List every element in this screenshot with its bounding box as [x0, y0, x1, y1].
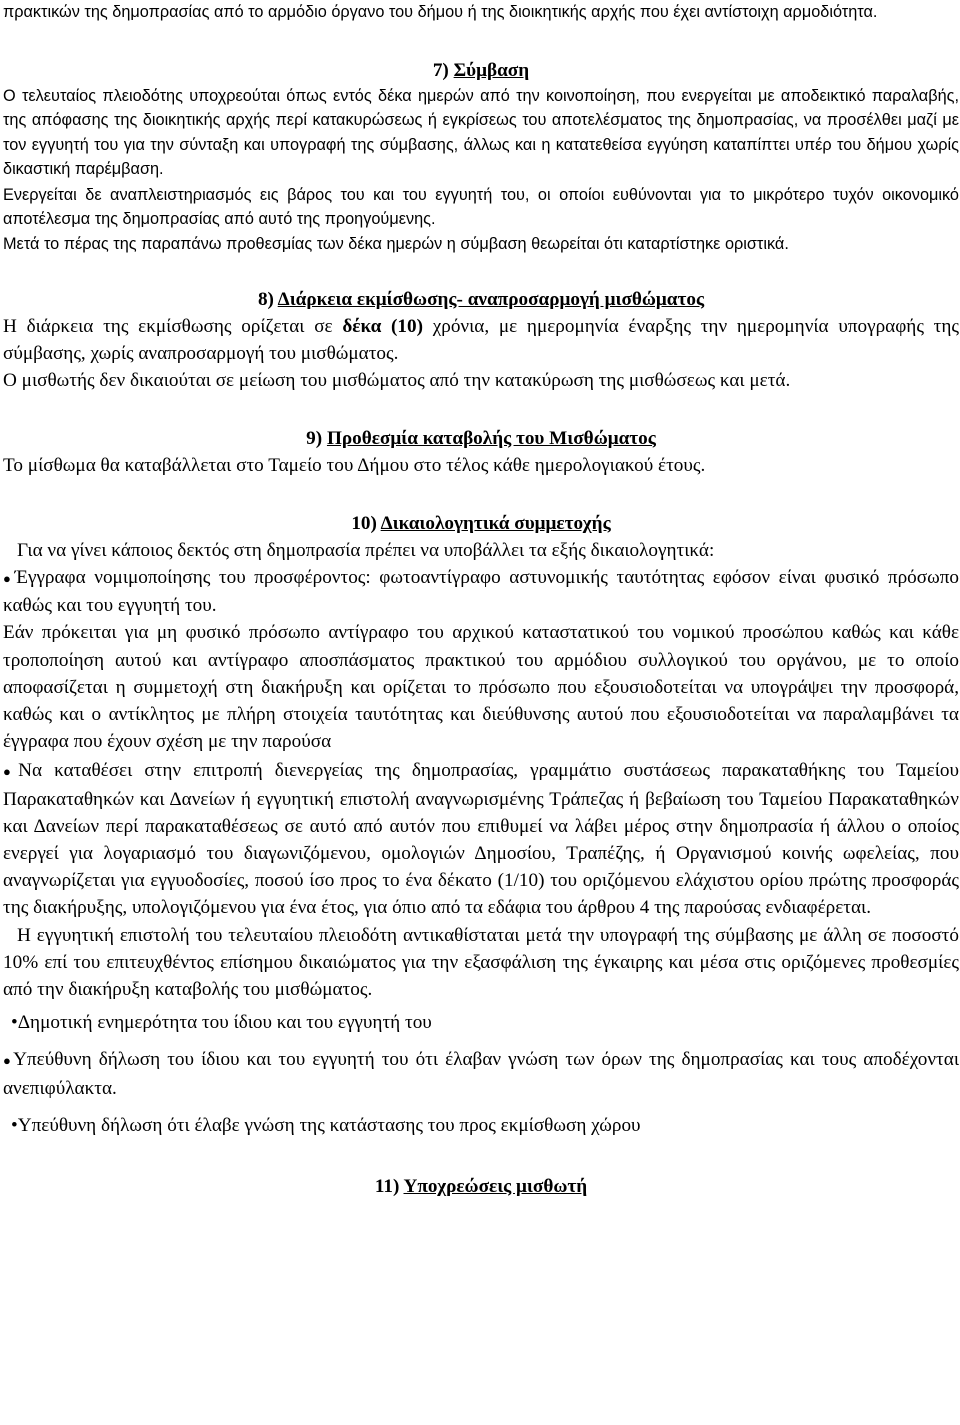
bullet-3-text: Δημοτική ενημερότητα του ίδιου και του εγγυητή του: [17, 1012, 432, 1034]
section-7-heading: [3, 57, 959, 84]
section-8-p1-start: Η διάρκεια της εκμίσθωσης ορίζεται σε: [3, 316, 343, 337]
section-10-bullet-2: [3, 757, 959, 921]
section-10-bullet-4: [3, 1046, 959, 1101]
bullet-icon: ●: [3, 764, 19, 780]
section-11-title: Υποχρεώσεις μισθωτή: [403, 1176, 588, 1198]
bullet-icon: ●: [3, 571, 15, 587]
intro-paragraph: πρακτικών της δημοπρασίας από το αρμόδιο όργανο του δήμου ή της διοικητικής αρχής που έχει αντίστοιχη αρμοδιότητα.: [3, 3, 878, 21]
section-7-paragraph-1: Ο τελευταίος πλειοδότης υποχρεούται όπως εντός δέκα ημερών από την κοινοποίηση, που ενεργείται με αποδεικτικό παραλαβής, της απόφασης της διοικητικής αρχής περί κατακυρώσεως ή εγκρίσεως του αποτελέσματος της δημοπρασίας, να προσέλθει μαζί με τον εγγυητή του για την σύνταξη και υπογραφή της σύμβασης, άλλως και η κατατεθείσα εγγύηση καταπίπτει υπέρ του δήμου χωρίς δικαστική παρέμβαση.: [3, 86, 959, 178]
section-10-bullet-1: [3, 564, 959, 619]
section-10-title: Δικαιολογητικά συμμετοχής: [380, 512, 611, 534]
section-8-number: 8): [257, 289, 274, 310]
bullet-4-text: Υπεύθυνη δήλωση του ίδιου και του εγγυητή του ότι έλαβαν γνώση των όρων της δημοπρασίας και τους αποδέχονται ανεπιφύλακτα.: [3, 1049, 959, 1099]
section-10-paragraph-2: Εάν πρόκειται για μη φυσικό πρόσωπο αντίγραφο του αρχικού καταστατικού του νομικού προσώπου καθώς και κάθε τροποποίηση αυτού και αντίγραφο αποσπάσματος πρακτικού του αρμόδιου συλλογικού του οργάνου, με το οποίο αποφασίζεται η συμμετοχή στη διακήρυξη και ορίζεται το πρόσωπο που εξουσιοδοτείται να υπογράψει την προσφορά, καθώς και ο αντίκλητος με πλήρη στοιχεία ταυτότητας και διεύθυνσης αυτού που εξουσιοδοτείται να παραλαμβάνει τα έγγραφα που έχουν σχέση με την παρούσα: [3, 622, 959, 753]
section-7-paragraph-2: Ενεργείται δε αναπλειστηριασμός εις βάρος του και του εγγυητή του, οι οποίοι ευθύνονται για το μικρότερο τυχόν οικονομικό αποτέλεσμα της δημοπρασίας από αυτό της προηγούμενης.: [3, 185, 959, 228]
section-10-paragraph-3: Η εγγυητική επιστολή του τελευταίου πλειοδότη αντικαθίσταται μετά την υπογραφή της σύμβασης με άλλη σε ποσοστό 10% επί του επιτευχθέντος επίσημου δικαιώματος για την εξασφάλιση της έγκαιρης και μέσα στις οριζόμενες προθεσμίες από την διακήρυξη καταβολής του μισθώματος.: [3, 924, 959, 1001]
section-9-heading: [3, 425, 959, 452]
section-11-heading: [3, 1173, 959, 1200]
section-8-title: Διάρκεια εκμίσθωσης- αναπροσαρμογή μισθώματος: [277, 289, 705, 310]
bullet-icon: •: [11, 1012, 18, 1034]
section-10-heading: [3, 510, 959, 537]
section-7-paragraph-3: Μετά το πέρας της παραπάνω προθεσμίας των δέκα ημερών η σύμβαση θεωρείται ότι καταρτίστηκε οριστικά.: [3, 234, 789, 253]
section-10-paragraph-1: Για να γίνει κάποιος δεκτός στη δημοπρασία πρέπει να υποβάλλει τα εξής δικαιολογητικά:: [17, 539, 715, 561]
bullet-1-text: Έγγραφα νομιμοποίησης του προσφέροντος: φωτοαντίγραφο αστυνομικής ταυτότητας εφόσον είναι φυσικό πρόσωπο καθώς και του εγγυητή του.: [3, 567, 960, 617]
bullet-icon: ●: [3, 1053, 14, 1069]
section-8-p1-end: χρόνια, με ημερομηνία έναρξης την ημερομηνία υπογραφής της σύμβασης, χωρίς αναπροσαρμογή του μισθώματος.: [3, 316, 960, 365]
section-10-bullet-3: [3, 1009, 959, 1036]
bullet-icon: •: [11, 1114, 18, 1136]
bullet-5-text: Υπεύθυνη δήλωση ότι έλαβε γνώση της κατάστασης του προς εκμίσθωση χώρου: [17, 1114, 641, 1136]
section-8-paragraph-1: [3, 313, 959, 367]
section-10-bullet-5: [3, 1112, 959, 1139]
section-11-number: 11): [374, 1176, 400, 1198]
section-8-paragraph-2: Ο μισθωτής δεν δικαιούται σε μείωση του μισθώματος από την κατακύρωση της μισθώσεως και μετά.: [3, 370, 791, 392]
section-10-number: 10): [351, 512, 377, 534]
section-9-number: 9): [306, 427, 323, 449]
section-7-title: Σύμβαση: [453, 59, 530, 81]
section-9-paragraph-1: Το μίσθωμα θα καταβάλλεται στο Ταμείο του Δήμου στο τέλος κάθε ημερολογιακού έτους.: [3, 454, 706, 476]
section-8-duration: δέκα (10): [342, 316, 424, 337]
bullet-2-text: Να καταθέσει στην επιτροπή διενεργείας της δημοπρασίας, γραμμάτιο συστάσεως παρακαταθήκης του Ταμείου Παρακαταθηκών και Δανείων ή εγγυητική επιστολή αναγνωρισμένης Τράπεζας ή βεβαίωση του Ταμείου Παρακαταθηκών και Δανείων περί παρακαταθέσεως σε αυτό από αυτόν που επιθυμεί να λάβει μέρος στην δημοπρασία ή άλλου ο οποίος ενεργεί για λογαριασμό του διαγωνιζόμενου, ομολογιών Δημοσίου, Τραπέζης, ή Οργανισμού κοινής ωφελείας, που αναγνωρίζεται για εγγυοδοσίες, ποσού ίσο προς το ένα δέκατο (1/10) του οριζόμενου ελάχιστου ορίου πρώτης προσφοράς της διακήρυξης, υπολογιζόμενου για ένα έτος, για όπιο από τα εδάφια του άρθρου 4 της παρούσας ενδιαφέρεται.: [3, 760, 959, 919]
section-7-number: 7): [432, 59, 449, 81]
section-9-title: Προθεσμία καταβολής του Μισθώματος: [326, 427, 656, 449]
section-8-heading: [3, 286, 959, 313]
